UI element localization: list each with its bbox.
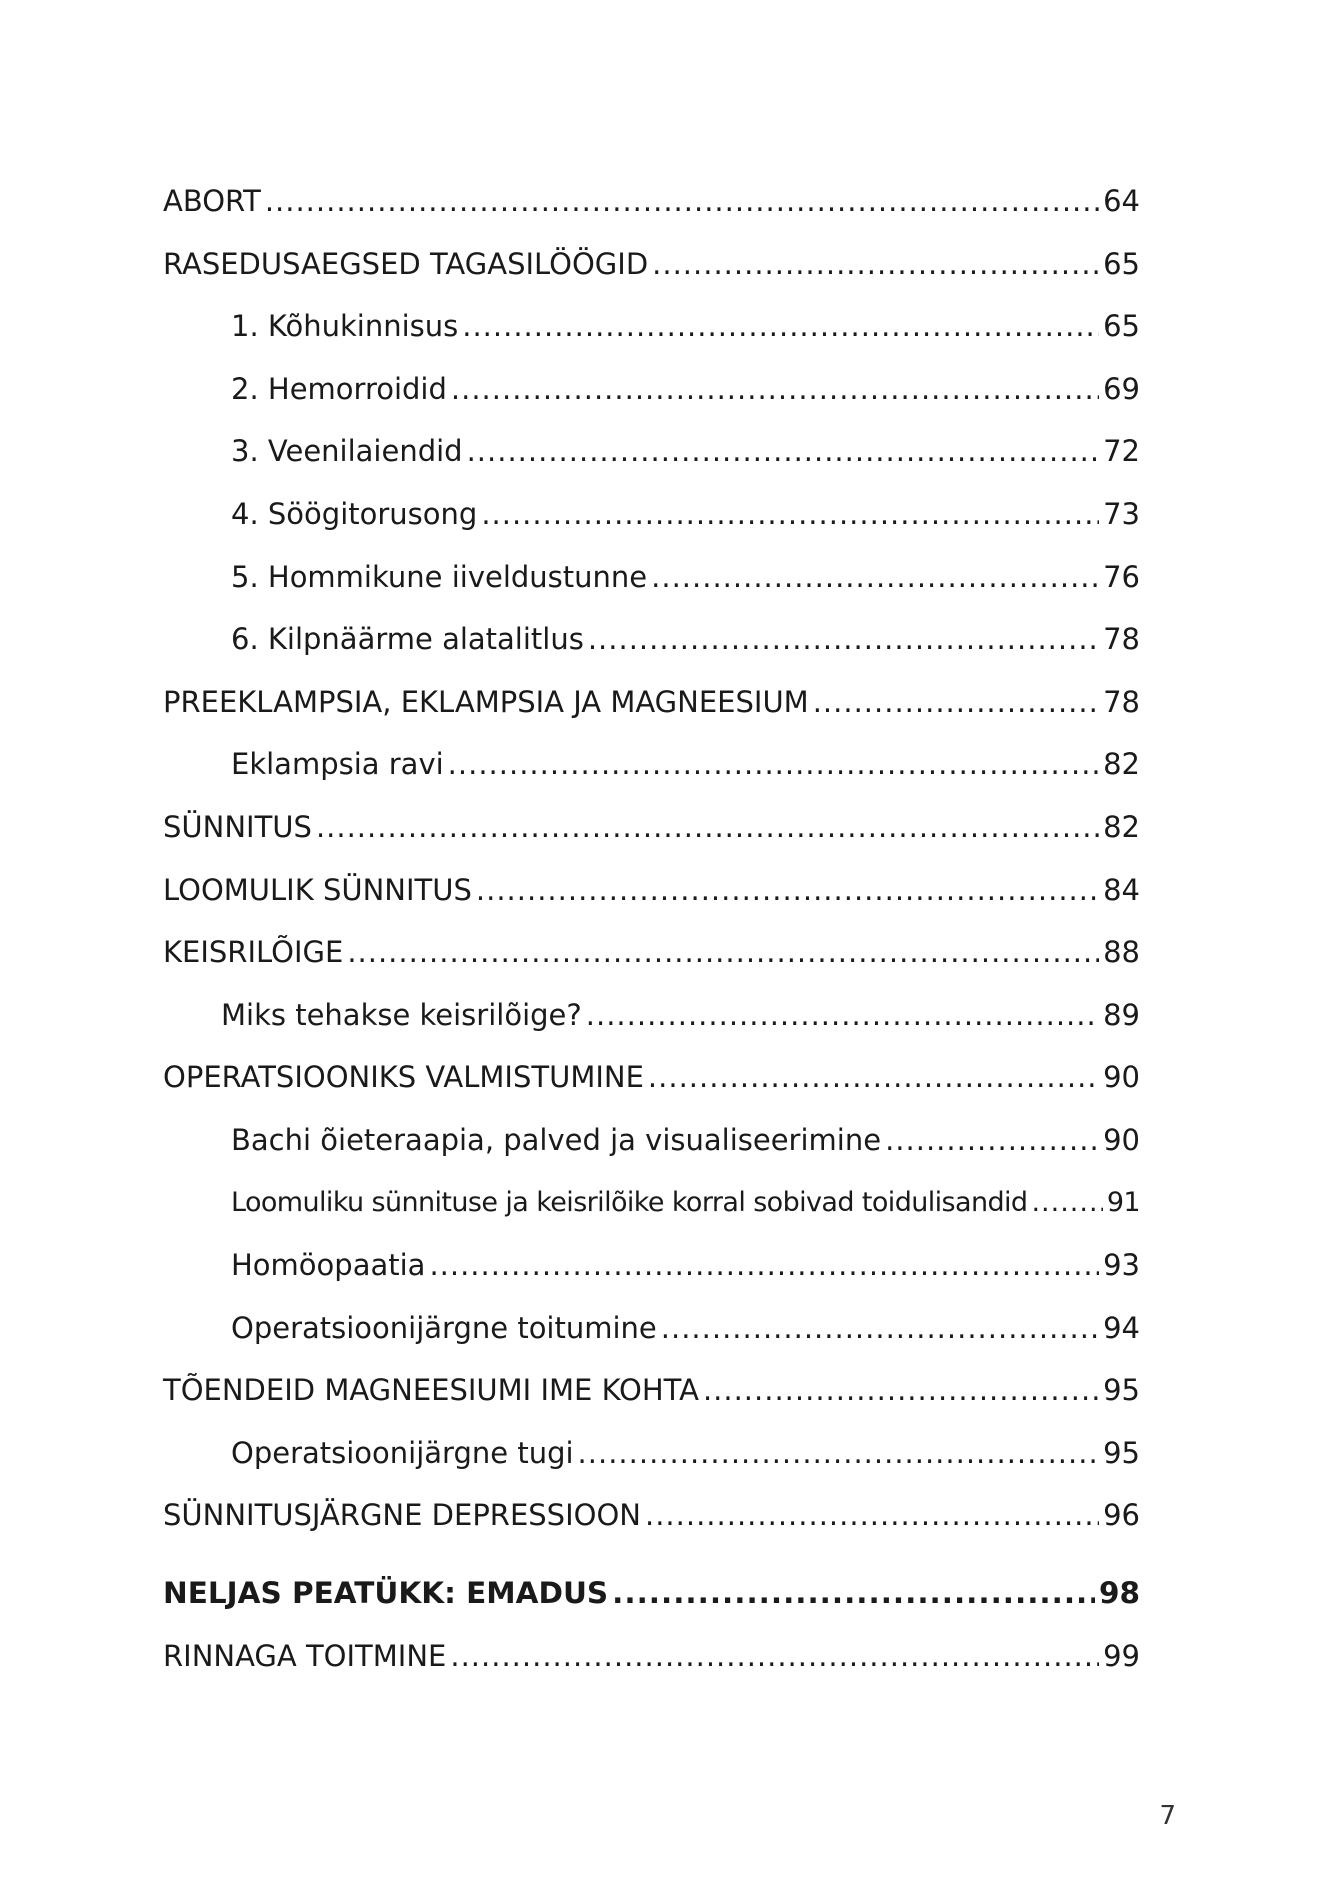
- dot-leader: [651, 546, 1099, 609]
- dot-leader: [586, 984, 1099, 1047]
- toc-entry-title: Homöopaatia: [231, 1248, 426, 1283]
- toc-entry-preeklampsia[interactable]: [163, 671, 1140, 734]
- toc-entry-eklampsia-ravi[interactable]: [163, 733, 1140, 796]
- toc-entry-title: PREEKLAMPSIA, EKLAMPSIA JA MAGNEESIUM: [163, 684, 809, 719]
- dot-leader: [703, 1359, 1099, 1422]
- toc-entry-loomulik-sunnitus[interactable]: [163, 859, 1140, 922]
- toc-entry-page: 65: [1103, 309, 1140, 344]
- toc-entry-page: 76: [1103, 559, 1140, 594]
- toc-entry-page: 69: [1103, 371, 1140, 406]
- toc-entry-page: 78: [1103, 684, 1140, 719]
- dot-leader: [450, 1625, 1099, 1688]
- toc-entry-sunnitusjargne-depressioon[interactable]: [163, 1484, 1140, 1547]
- toc-entry-title: LOOMULIK SÜNNITUS: [163, 872, 472, 907]
- toc-entry-page: 95: [1103, 1373, 1140, 1408]
- toc-entry-homoopaatia[interactable]: [163, 1234, 1140, 1297]
- toc-entry-page: 82: [1103, 747, 1140, 782]
- toc-entry-operatsiooniks-valmistumine[interactable]: [163, 1046, 1140, 1109]
- toc-entry-page: 64: [1103, 184, 1140, 218]
- toc-chapter-page: 98: [1098, 1576, 1140, 1611]
- dot-leader: [448, 733, 1099, 796]
- toc-entry-page: 93: [1103, 1248, 1140, 1283]
- dot-leader: [476, 859, 1099, 922]
- toc-entry-page: 72: [1103, 434, 1140, 469]
- toc-entry-page: 89: [1103, 997, 1140, 1032]
- dot-leader: [588, 608, 1099, 671]
- toc-entry-title: KEISRILÕIGE: [163, 935, 344, 970]
- toc-entry-operatsioonijargne-toitumine[interactable]: [163, 1297, 1140, 1360]
- toc-entry-title: TÕENDEID MAGNEESIUMI IME KOHTA: [163, 1373, 699, 1408]
- dot-leader: [481, 483, 1099, 546]
- dot-leader: [652, 233, 1099, 296]
- toc-chapter-neljas-peatukk[interactable]: [163, 1562, 1140, 1625]
- toc-entry-page: 96: [1103, 1498, 1140, 1533]
- toc-chapter-title: NELJAS PEATÜKK: EMADUS: [163, 1576, 609, 1611]
- table-of-contents: [163, 170, 1140, 1687]
- dot-leader: [429, 1234, 1099, 1297]
- toc-entry-title: Loomuliku sünnituse ja keisrilõike korral sobivad toidulisandid: [231, 1186, 1028, 1218]
- toc-entry-title: RINNAGA TOITMINE: [163, 1638, 447, 1673]
- toc-entry-toendeid-magneesiumi[interactable]: [163, 1359, 1140, 1422]
- toc-entry-hommikune-iiveldustunne[interactable]: [163, 546, 1140, 609]
- toc-entry-page: 90: [1103, 1060, 1140, 1095]
- toc-entry-title: OPERATSIOONIKS VALMISTUMINE: [163, 1060, 644, 1095]
- toc-entry-page: 91: [1106, 1186, 1140, 1218]
- toc-entry-title: RASEDUSAEGSED TAGASILÖÖGID: [163, 246, 649, 281]
- toc-entry-title: 1. Kõhukinnisus: [231, 309, 459, 344]
- dot-leader: [578, 1422, 1100, 1485]
- toc-entry-title: Eklampsia ravi: [231, 747, 444, 782]
- toc-entry-title: Bachi õieteraapia, palved ja visualiseerimine: [231, 1122, 882, 1157]
- dot-leader: [347, 921, 1099, 984]
- toc-entry-hemorroidid[interactable]: [163, 358, 1140, 421]
- toc-entry-title: 4. Söögitorusong: [231, 496, 478, 531]
- toc-entry-title: 3. Veenilaiendid: [231, 434, 463, 469]
- toc-entry-title: Operatsioonijärgne tugi: [231, 1435, 574, 1470]
- toc-entry-page: 65: [1103, 246, 1140, 281]
- dot-leader: [661, 1297, 1099, 1360]
- toc-entry-title: 2. Hemorroidid: [231, 371, 447, 406]
- dot-leader: [265, 170, 1099, 233]
- dot-leader: [612, 1562, 1095, 1625]
- toc-entry-page: 95: [1103, 1435, 1140, 1470]
- toc-entry-page: 90: [1103, 1122, 1140, 1157]
- toc-entry-rasedusaegsed-tagasiloogid[interactable]: [163, 233, 1140, 296]
- toc-entry-page: 73: [1103, 496, 1140, 531]
- toc-entry-bachi-oieteraapia[interactable]: [163, 1109, 1140, 1172]
- toc-entry-kohukinnisus[interactable]: [163, 295, 1140, 358]
- dot-leader: [462, 295, 1099, 358]
- toc-entry-title: 5. Hommikune iiveldustunne: [231, 559, 648, 594]
- toc-entry-page: 84: [1103, 872, 1140, 907]
- toc-entry-kilpnaarme-alatalitlus[interactable]: [163, 608, 1140, 671]
- toc-entry-title: Operatsioonijärgne toitumine: [231, 1310, 657, 1345]
- toc-entry-miks-tehakse-keisriloige[interactable]: [163, 984, 1140, 1047]
- toc-entry-page: 88: [1103, 935, 1140, 970]
- toc-entry-page: 82: [1103, 809, 1140, 844]
- dot-leader: [467, 420, 1100, 483]
- toc-entry-page: 78: [1103, 622, 1140, 657]
- toc-entry-title: 6. Kilpnäärme alatalitlus: [231, 622, 584, 657]
- toc-entry-page: 94: [1103, 1310, 1140, 1345]
- page-number: 7: [1159, 1801, 1176, 1831]
- toc-entry-sunnitus[interactable]: [163, 796, 1140, 859]
- toc-entry-soogitorusong[interactable]: [163, 483, 1140, 546]
- dot-leader: [813, 671, 1099, 734]
- toc-entry-keisriloige[interactable]: [163, 921, 1140, 984]
- toc-entry-title: ABORT: [163, 184, 261, 218]
- toc-entry-rinnaga-toitmine[interactable]: [163, 1625, 1140, 1688]
- toc-entry-title: SÜNNITUSJÄRGNE DEPRESSIOON: [163, 1498, 641, 1533]
- dot-leader: [451, 358, 1099, 421]
- dot-leader: [1031, 1172, 1102, 1235]
- toc-entry-title: SÜNNITUS: [163, 809, 312, 844]
- toc-entry-abort[interactable]: [163, 170, 1140, 233]
- toc-entry-veenilaiendid[interactable]: [163, 420, 1140, 483]
- toc-entry-page: 99: [1103, 1638, 1140, 1673]
- dot-leader: [648, 1046, 1099, 1109]
- dot-leader: [645, 1484, 1099, 1547]
- dot-leader: [885, 1109, 1099, 1172]
- toc-entry-title: Miks tehakse keisrilõige?: [221, 997, 582, 1032]
- toc-entry-operatsioonijargne-tugi[interactable]: [163, 1422, 1140, 1485]
- dot-leader: [316, 796, 1099, 859]
- toc-entry-toidulisandid[interactable]: [163, 1172, 1140, 1235]
